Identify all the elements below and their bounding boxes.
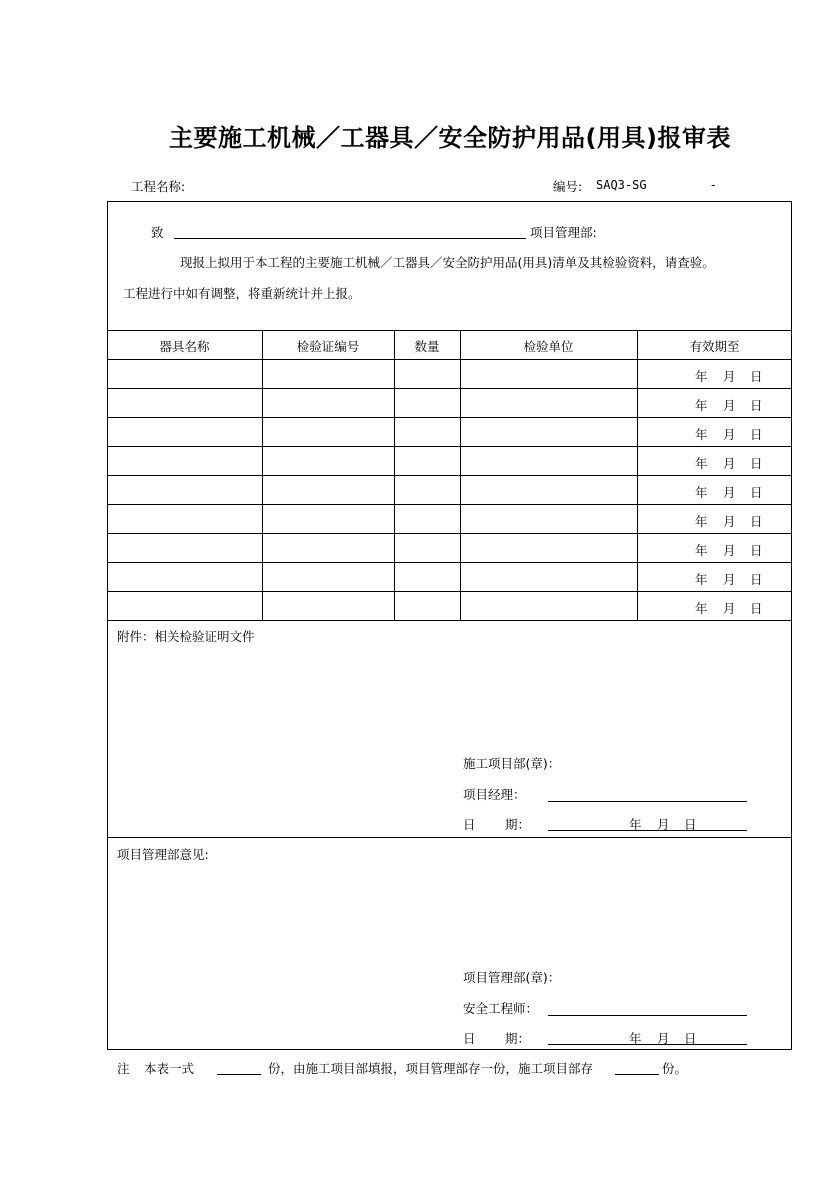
row-date-month: 月: [723, 514, 736, 529]
to-label: 致: [151, 225, 164, 240]
opinion-date-label-a: 日: [463, 1031, 476, 1046]
col-header-equipment-name: 器具名称: [159, 339, 210, 354]
opinion-date-label-b: 期：: [505, 1031, 531, 1046]
attachment-date-day: 日: [684, 817, 697, 832]
row-date-year: 年: [695, 398, 708, 413]
safety-engineer-label: 安全工程师：: [463, 1001, 539, 1016]
copies-total-blank[interactable]: [217, 1074, 261, 1075]
row-date-day: 日: [750, 398, 763, 413]
opinion-date-line[interactable]: [548, 1044, 747, 1045]
row-date-year: 年: [695, 427, 708, 442]
row-date-day: 日: [750, 514, 763, 529]
row-date-year: 年: [695, 485, 708, 500]
safety-engineer-signature-line[interactable]: [548, 1015, 747, 1016]
attachment-date-line[interactable]: [548, 830, 747, 831]
row-date-year: 年: [695, 456, 708, 471]
project-manager-label: 项目经理：: [463, 787, 526, 802]
footer-part-3: 份。: [662, 1061, 688, 1076]
row-date-month: 月: [723, 369, 736, 384]
row-date-month: 月: [723, 398, 736, 413]
table-row-line: [107, 591, 792, 592]
intro-line-2: 工程进行中如有调整，将重新统计并上报。: [123, 286, 361, 301]
row-date-month: 月: [723, 543, 736, 558]
row-date-day: 日: [750, 485, 763, 500]
attachment-date-label-a: 日: [463, 817, 476, 832]
code-label: 编号:: [553, 179, 583, 194]
project-name-label: 工程名称:: [131, 179, 186, 194]
row-date-year: 年: [695, 572, 708, 587]
form-frame: [107, 201, 792, 1050]
intro-line-1: 现报上拟用于本工程的主要施工机械／工器具／安全防护用品(用具)清单及其检验资料，请查验。: [180, 255, 715, 270]
table-row-line: [107, 475, 792, 476]
col-divider-4: [637, 330, 638, 620]
col-divider-2: [394, 330, 395, 620]
col-divider-1: [262, 330, 263, 620]
opinion-date-day: 日: [684, 1031, 697, 1046]
footer-note-label: 注: [117, 1061, 130, 1076]
table-row-line: [107, 417, 792, 418]
row-date-day: 日: [750, 601, 763, 616]
attachment-date-year: 年: [629, 817, 642, 832]
row-date-day: 日: [750, 456, 763, 471]
row-date-year: 年: [695, 601, 708, 616]
opinion-date-month: 月: [657, 1031, 670, 1046]
opinion-label: 项目管理部意见:: [117, 847, 209, 862]
table-row-line: [107, 504, 792, 505]
table-row-line: [107, 533, 792, 534]
row-date-month: 月: [723, 456, 736, 471]
to-blank-line[interactable]: [174, 238, 526, 239]
to-suffix: 项目管理部:: [530, 225, 597, 240]
row-date-day: 日: [750, 543, 763, 558]
row-date-day: 日: [750, 369, 763, 384]
table-row-line: [107, 388, 792, 389]
management-seal-label: 项目管理部(章)：: [463, 970, 561, 985]
footer-part-1: 本表一式: [144, 1061, 195, 1076]
row-date-month: 月: [723, 485, 736, 500]
attachment-date-label-b: 期：: [505, 817, 531, 832]
table-header-line: [107, 359, 792, 360]
page-title: 主要施工机械／工器具／安全防护用品(用具)报审表: [169, 124, 731, 152]
attachment-date-month: 月: [657, 817, 670, 832]
table-bottom-line: [107, 620, 792, 621]
table-row-line: [107, 446, 792, 447]
row-date-day: 日: [750, 572, 763, 587]
row-date-year: 年: [695, 514, 708, 529]
footer-part-2: 份，由施工项目部填报，项目管理部存一份，施工项目部存: [268, 1061, 594, 1076]
col-header-certificate-no: 检验证编号: [296, 339, 360, 354]
table-top-line: [107, 330, 792, 331]
copies-construction-blank[interactable]: [615, 1074, 659, 1075]
row-date-year: 年: [695, 369, 708, 384]
attachment-label: 附件：相关检验证明文件: [117, 629, 255, 644]
row-date-month: 月: [723, 601, 736, 616]
row-date-day: 日: [750, 427, 763, 442]
code-suffix: -: [711, 177, 716, 192]
construction-seal-label: 施工项目部(章)：: [463, 756, 561, 771]
row-date-month: 月: [723, 427, 736, 442]
table-row-line: [107, 562, 792, 563]
col-header-quantity: 数量: [414, 339, 440, 354]
project-manager-signature-line[interactable]: [548, 801, 747, 802]
col-divider-3: [460, 330, 461, 620]
code-value: SAQ3-SG: [596, 178, 647, 192]
opinion-date-year: 年: [629, 1031, 642, 1046]
col-header-valid-until: 有效期至: [689, 339, 740, 354]
opinion-divider: [107, 837, 792, 838]
row-date-year: 年: [695, 543, 708, 558]
row-date-month: 月: [723, 572, 736, 587]
col-header-inspection-unit: 检验单位: [523, 339, 574, 354]
